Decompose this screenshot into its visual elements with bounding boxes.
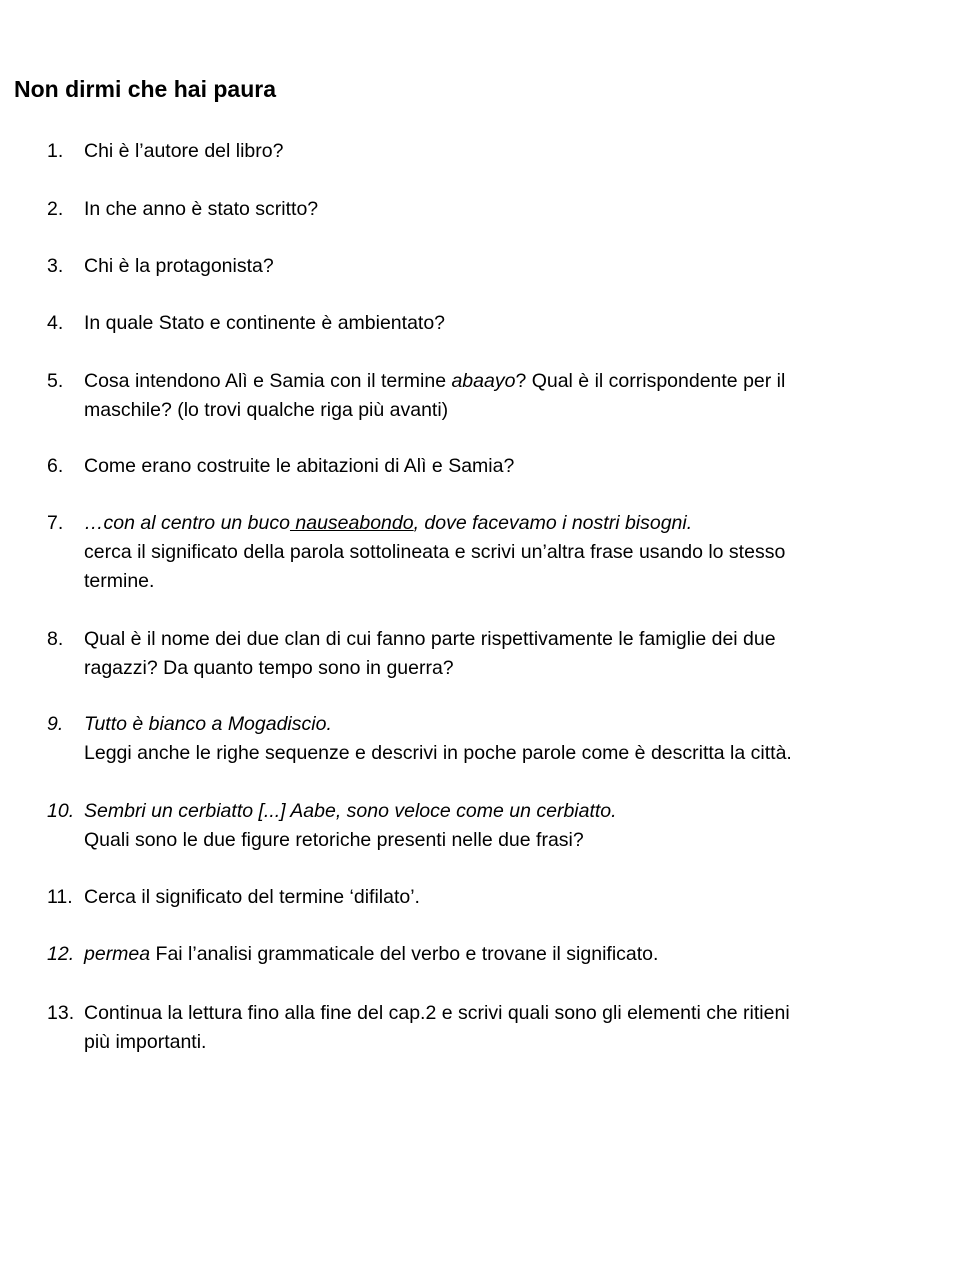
- quote-line: Sembri un cerbiatto [...] Aabe, sono veloce come un cerbiatto.: [84, 800, 617, 822]
- question-line: In che anno è stato scritto?: [84, 198, 319, 220]
- question-text: [84, 940, 884, 969]
- question-line: Cerca il significato del termine ‘difilato’.: [84, 886, 420, 908]
- question-number: 8.: [47, 628, 64, 650]
- quote-segment: …con al centro un buco: [84, 512, 290, 534]
- text-segment: ? Qual è il corrispondente per il: [515, 370, 786, 392]
- question-text: [84, 999, 884, 1057]
- question-text: [84, 625, 884, 683]
- question-number: 1.: [47, 140, 64, 162]
- document-title: Non dirmi che hai paura: [14, 76, 276, 102]
- question-line: [84, 367, 884, 396]
- question-line: Come erano costruite le abitazioni di Alì e Samia?: [84, 455, 515, 477]
- quote-line: Tutto è bianco a Mogadiscio.: [84, 713, 332, 735]
- question-line: Chi è l’autore del libro?: [84, 140, 284, 162]
- question-number: 13.: [47, 1002, 75, 1024]
- italic-term: permea: [84, 943, 151, 965]
- question-line: Qual è il nome dei due clan di cui fanno parte rispettivamente le famiglie dei due: [84, 628, 776, 650]
- question-text: [84, 710, 884, 768]
- question-text: [84, 195, 884, 224]
- question-number: 2.: [47, 198, 64, 220]
- text-segment: Fai l’analisi grammaticale del verbo e trovane il significato.: [150, 943, 659, 965]
- question-line: Continua la lettura fino alla fine del cap.2 e scrivi quali sono gli elementi che ritieni: [84, 1002, 790, 1024]
- question-text: [84, 367, 884, 425]
- question-number: 9.: [47, 713, 64, 735]
- question-text: [84, 452, 884, 481]
- question-number: 6.: [47, 455, 64, 477]
- question-line: termine.: [84, 570, 155, 592]
- question-text: [84, 509, 884, 596]
- question-number: 4.: [47, 312, 64, 334]
- question-line: più importanti.: [84, 1031, 207, 1053]
- question-text: [84, 252, 884, 281]
- question-number: 7.: [47, 512, 64, 534]
- question-text: [84, 309, 884, 338]
- text-segment: Cosa intendono Alì e Samia con il termine: [84, 370, 452, 392]
- underlined-word: nauseabondo: [289, 512, 414, 534]
- question-text: [84, 797, 884, 855]
- question-line: ragazzi? Da quanto tempo sono in guerra?: [84, 657, 454, 679]
- question-line: Leggi anche le righe sequenze e descrivi in poche parole come è descritta la città.: [84, 742, 792, 764]
- question-line: [84, 940, 884, 969]
- question-line: Quali sono le due figure retoriche presenti nelle due frasi?: [84, 829, 584, 851]
- question-number: 3.: [47, 255, 64, 277]
- question-line: cerca il significato della parola sottolineata e scrivi un’altra frase usando lo stesso: [84, 541, 786, 563]
- question-line: maschile? (lo trovi qualche riga più avanti): [84, 399, 449, 421]
- question-text: [84, 137, 884, 166]
- question-text: [84, 883, 884, 912]
- quote-segment: , dove facevamo i nostri bisogni.: [413, 512, 693, 534]
- italic-term: abaayo: [451, 370, 516, 392]
- question-line: Chi è la protagonista?: [84, 255, 274, 277]
- question-number: 11.: [47, 886, 73, 908]
- question-number: 5.: [47, 370, 64, 392]
- question-number: 10.: [47, 800, 75, 822]
- question-line: In quale Stato e continente è ambientato?: [84, 312, 446, 334]
- question-line: [84, 509, 884, 538]
- question-number: 12.: [47, 943, 75, 965]
